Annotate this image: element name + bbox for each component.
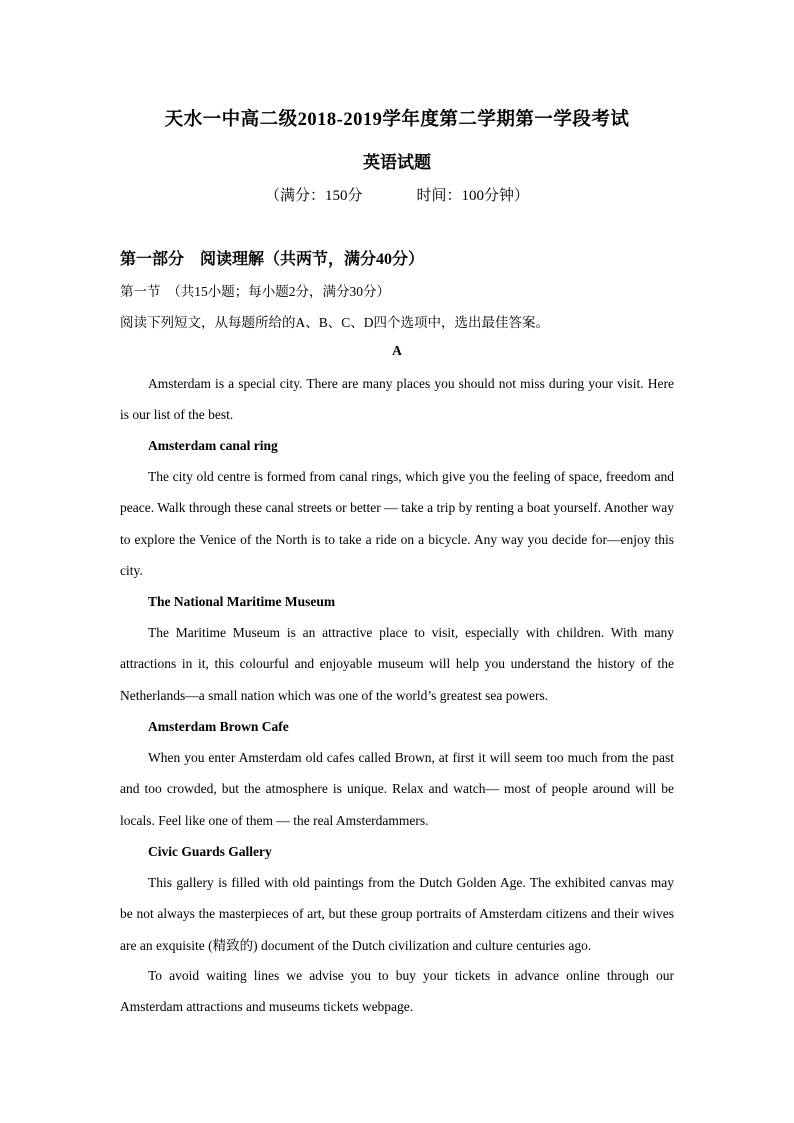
section-heading: The National Maritime Museum [148,594,336,609]
section-paragraph: The city old centre is formed from canal rings, which give you the feeling of space, freedom and peace. Walk through these canal streets or better — take a trip by renting a boat yourself. Another way to explore the Venice of the North is to take a ride on a bicycle. Any way you decide for—enjoy this city. [120,469,674,578]
section-heading: Amsterdam canal ring [148,438,278,453]
score-time-line [0,184,794,205]
exam-title: 天水一中高二级2018-2019学年度第二学期第一学段考试 [164,110,630,130]
section-paragraph: The Maritime Museum is an attractive place to visit, especially with children. With many attractions in it, this colourful and enjoyable museum will help you understand the history of the Netherlands—a small nation which was one of the world’s greatest sea powers. [120,625,674,703]
section-paragraph: When you enter Amsterdam old cafes called Brown, at first it will seem too much from the past and too crowded, but the atmosphere is unique. Relax and watch— most of people around will be locals. Feel like one of them — the real Amsterdammers. [120,750,674,828]
section-title: 第一节 （共15小题；每小题2分，满分30分） [120,284,390,299]
section-heading: Amsterdam Brown Cafe [148,719,289,734]
part-title: 第一部分 阅读理解（共两节，满分40分） [120,251,425,268]
passage-letter: A [392,343,402,358]
closing-paragraph: To avoid waiting lines we advise you to buy your tickets in advance online through our Amsterdam attractions and museums tickets webpage. [120,968,674,1015]
full-score: （满分：150分 [264,188,363,204]
exam-subtitle: 英语试题 [363,153,431,172]
exam-time: 时间：100分钟） [416,188,530,204]
section-paragraph: This gallery is filled with old paintings from the Dutch Golden Age. The exhibited canvas may be not always the masterpieces of art, but these group portraits of Amsterdam citizens and their wives are an exquisite (精致的) document of the Dutch civilization and culture centuries ago. [120,875,674,953]
instructions: 阅读下列短文，从每题所给的A、B、C、D四个选项中，选出最佳答案。 [120,315,550,330]
intro-paragraph: Amsterdam is a special city. There are many places you should not miss during your visit. Here is our list of the best. [120,376,674,423]
section-heading: Civic Guards Gallery [148,844,272,859]
